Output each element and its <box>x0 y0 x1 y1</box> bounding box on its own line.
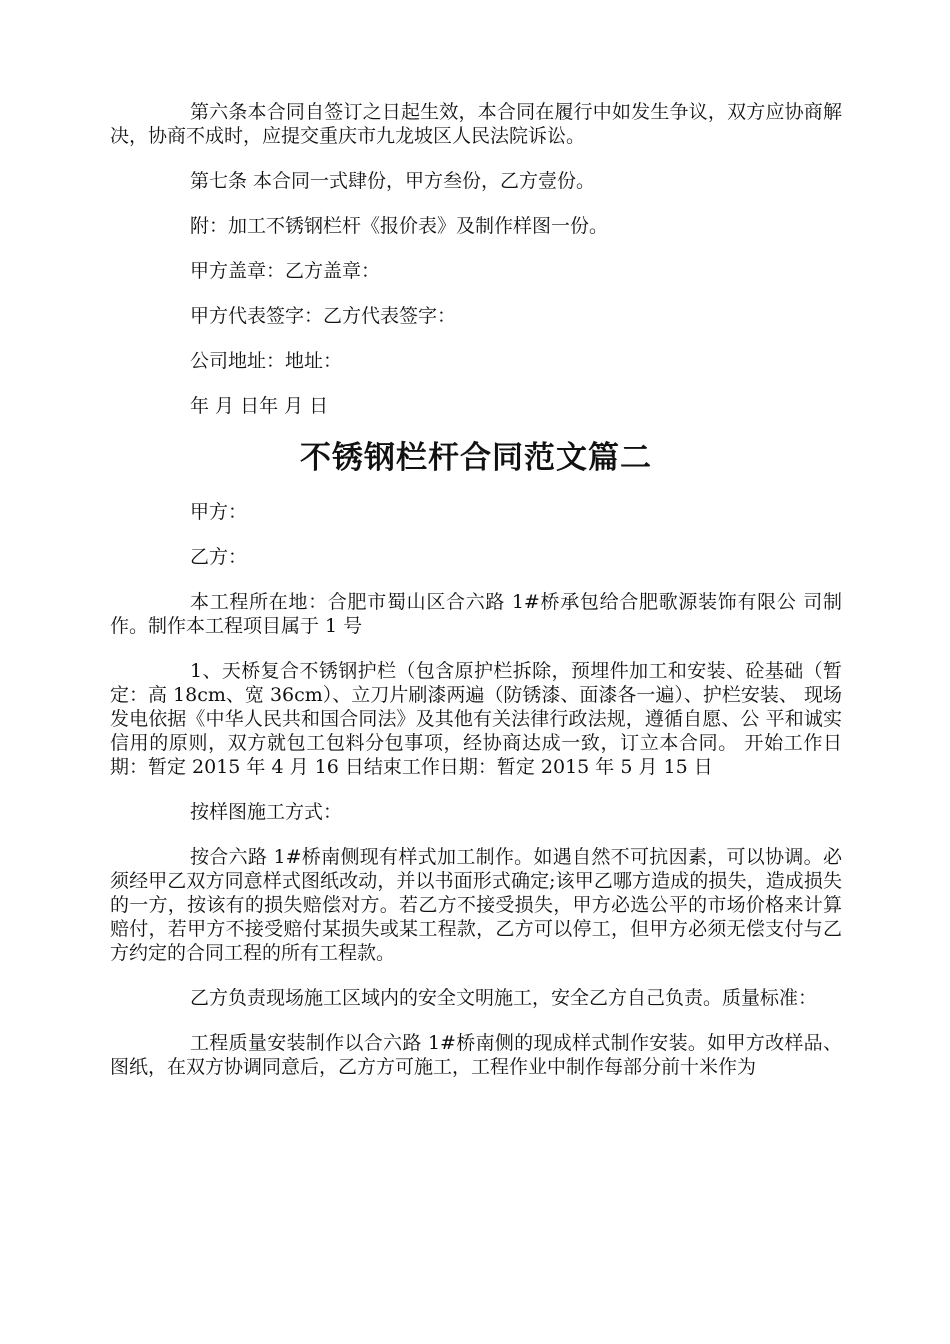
item-one-paragraph: 1、天桥复合不锈钢护栏（包含原护栏拆除，预埋件加工和安装、砼基础（暂定：高 18cm、宽 36cm）、立刀片刷漆两遍（防锈漆、面漆各一遍）、护栏安装、 现场发电依据《中华人民共和国合同法》及其他有关法律行政法规，遵循自愿、公 平和诚实信用的原则，双方就包工包料分包事项，经协商达成一致，订立本合同。 开始工作日期：暂定 2015 年 4 月 16 日结束工作日期：暂定 2015 年 5 月 15 日 <box>110 660 842 778</box>
party-b-line: 乙方： <box>190 546 248 568</box>
article-seven-paragraph: 第七条 本合同一式肆份，甲方叁份，乙方壹份。 <box>190 170 596 192</box>
quality-paragraph: 工程质量安装制作以合六路 1#桥南侧的现成样式制作安装。如甲方改样品、图纸，在双方协调同意后，乙方方可施工，工程作业中制作每部分前十米作为 <box>110 1032 842 1078</box>
section-title: 不锈钢栏杆合同范文篇二 <box>300 440 652 476</box>
signatures-line: 甲方代表签字：乙方代表签字： <box>190 305 457 327</box>
seals-line: 甲方盖章：乙方盖章： <box>190 260 381 282</box>
attachment-paragraph: 附：加工不锈钢栏杆《报价表》及制作样图一份。 <box>190 215 609 237</box>
addresses-line: 公司地址：地址： <box>190 350 343 372</box>
document-page <box>110 100 842 1079</box>
location-paragraph: 本工程所在地：合肥市蜀山区合六路 1#桥承包给合肥歌源装饰有限公 司制作。制作本工程项目属于 1 号 <box>110 591 842 637</box>
method-body-paragraph: 按合六路 1#桥南侧现有样式加工制作。如遇自然不可抗因素，可以协调。必须经甲乙双方同意样式图纸改动，并以书面形式确定;该甲乙哪方造成的损失，造成损失的一方，按该有的损失赔偿对方。若乙方不接受损失，甲方必选公平的市场价格来计算赔付，若甲方不接受赔付某损失或某工程款，乙方可以停工，但甲方必须无偿支付与乙方约定的合同工程的所有工程款。 <box>110 846 842 964</box>
party-a-line: 甲方： <box>190 501 248 523</box>
method-heading: 按样图施工方式： <box>190 801 343 823</box>
safety-paragraph: 乙方负责现场施工区域内的安全文明施工，安全乙方自己负责。质量标准： <box>190 987 818 1009</box>
article-six-paragraph: 第六条本合同自签订之日起生效，本合同在履行中如发生争议，双方应协商解决，协商不成时，应提交重庆市九龙坡区人民法院诉讼。 <box>110 101 842 147</box>
dates-line: 年 月 日年 月 日 <box>190 395 329 417</box>
